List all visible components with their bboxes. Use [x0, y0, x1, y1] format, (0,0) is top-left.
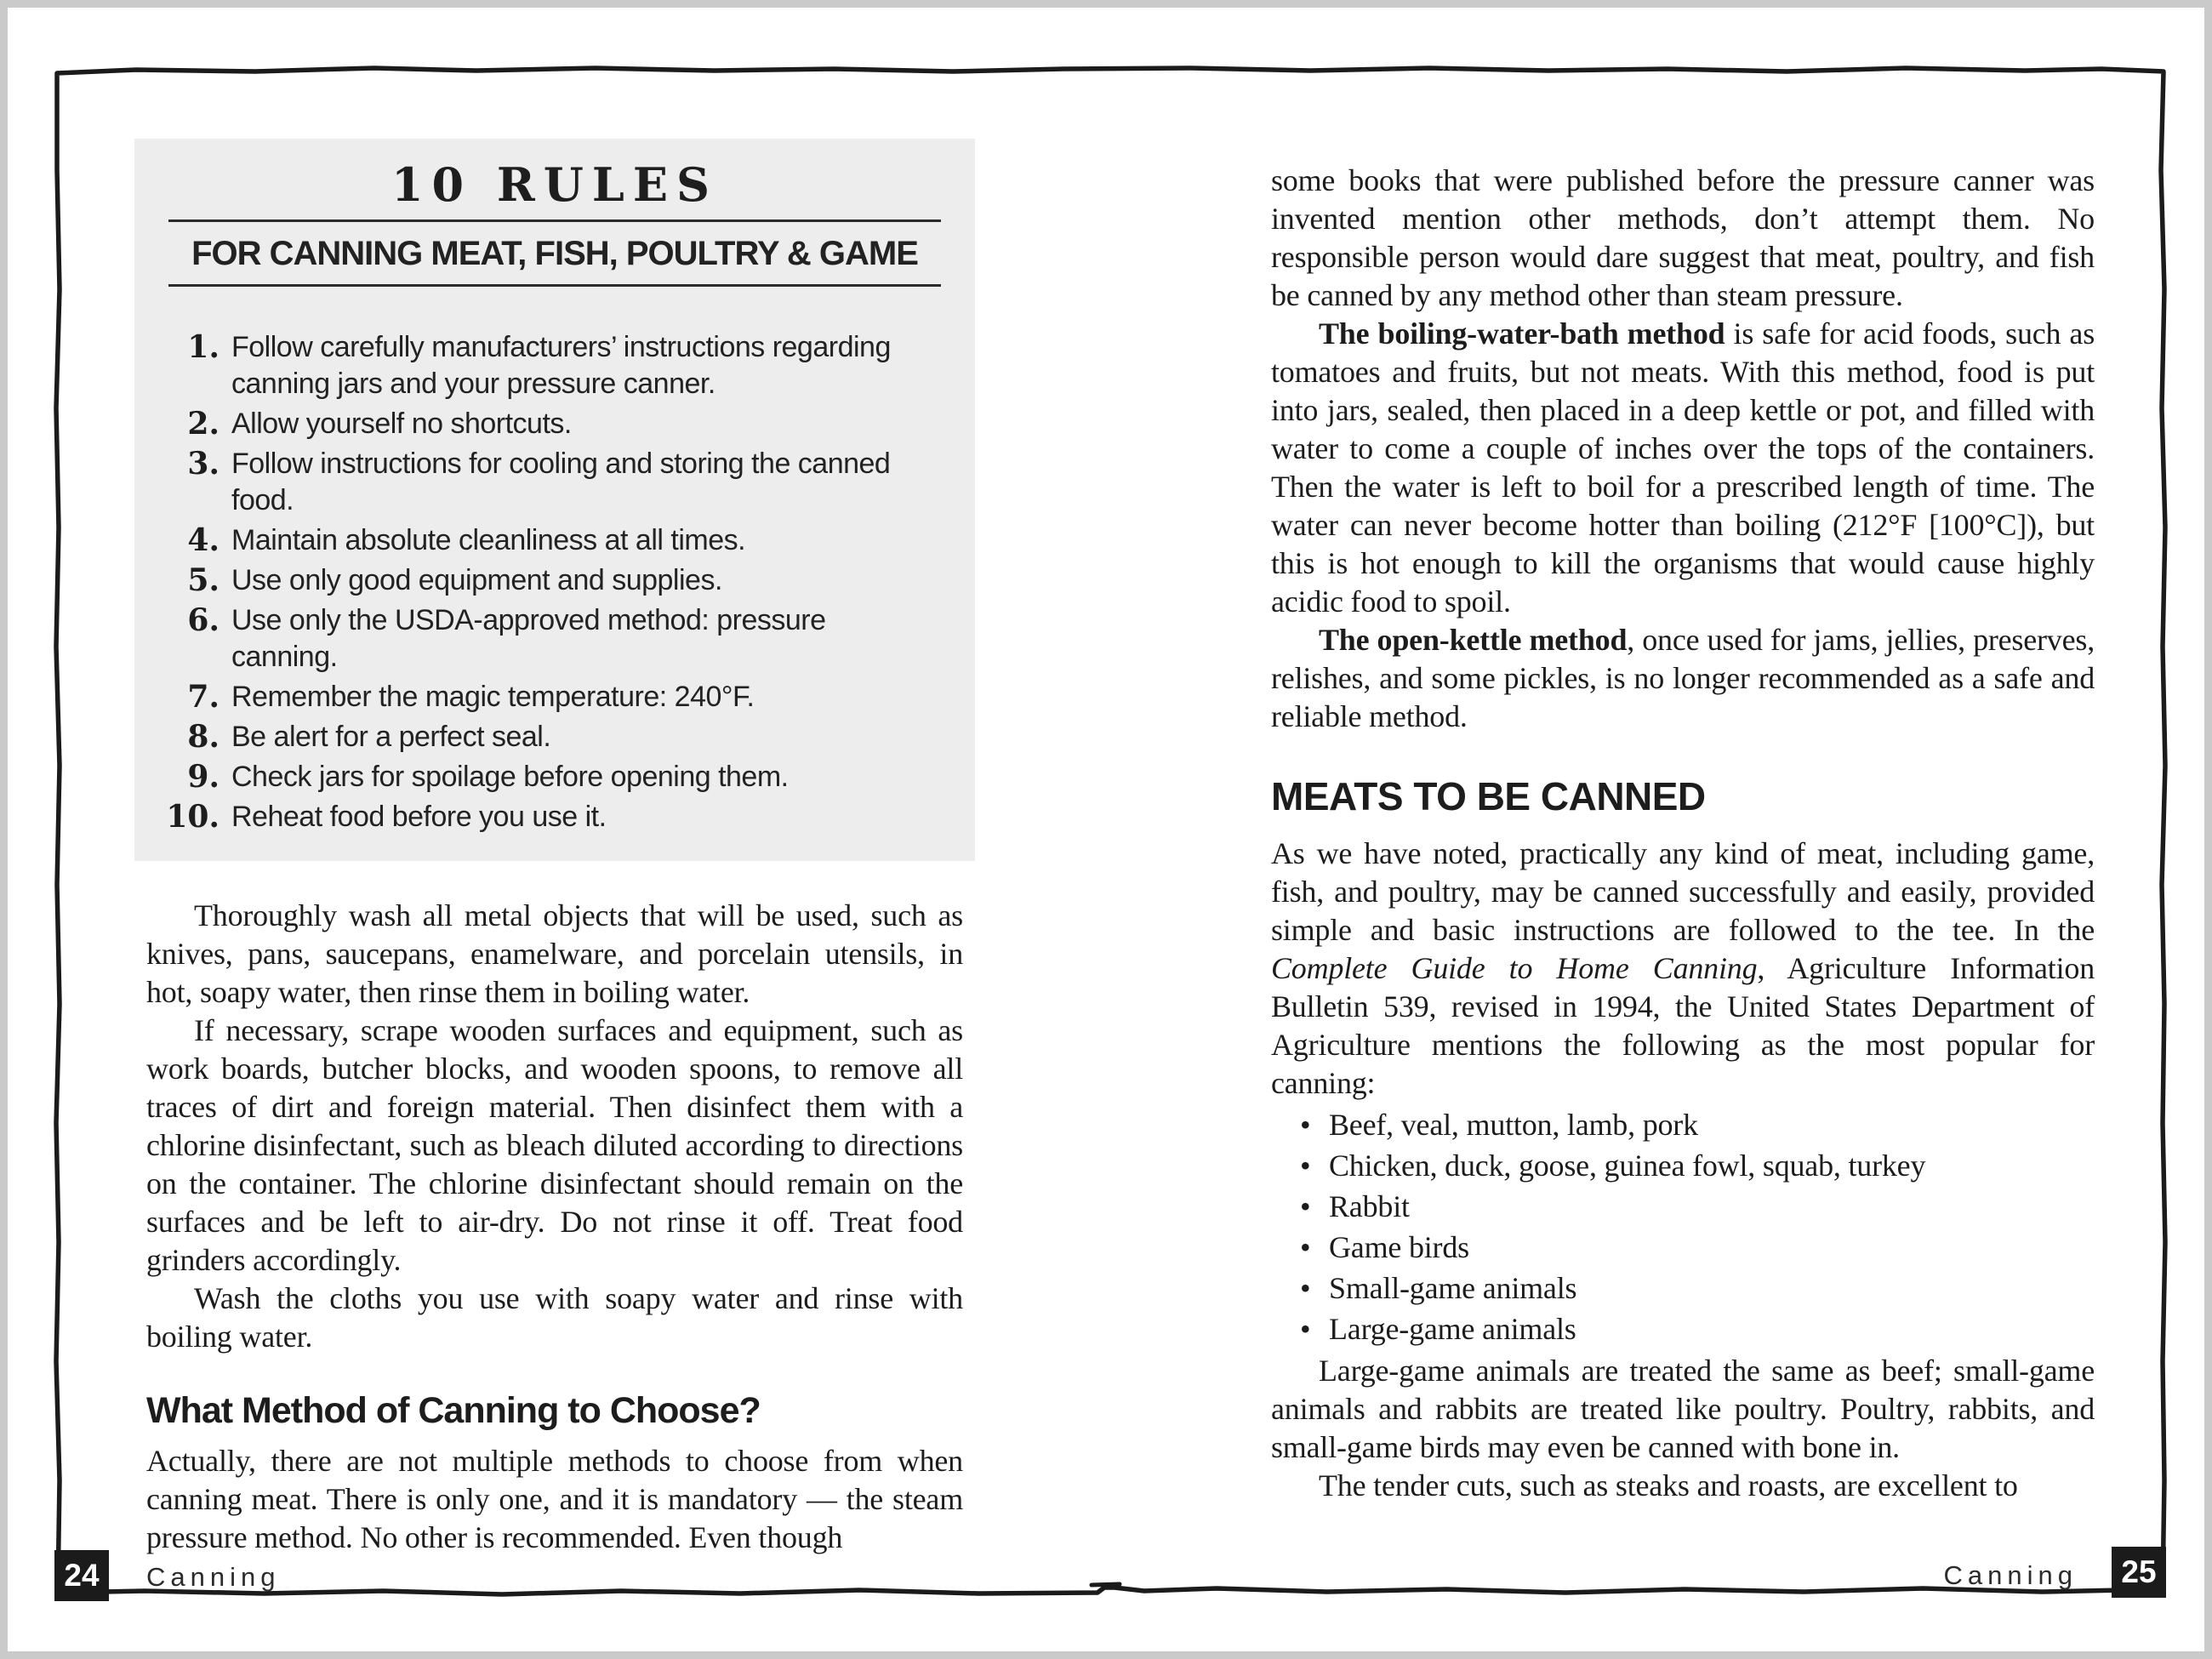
paragraph-text: As we have noted, practically any kind of meat, including game, fish, and poultry, may be canned successfully and easily, provided simple and basic instructions are followed to the tee. In the: [1271, 836, 2095, 947]
rule-number: 2.: [187, 405, 219, 442]
list-item: • Game birds: [1271, 1229, 2095, 1267]
paragraph: If necessary, scrape wooden surfaces and equipment, such as work boards, butcher blocks, and wooden spoons, to remove all traces of dirt and foreign material. Then disinfect them with a chlorine disinfectant, such as bleach diluted according to directions on the container. The chlorine disinfectant should remain on the surfaces and be left to air-dry. Do not rinse it off. Treat food grinders accordingly.: [146, 1012, 963, 1277]
page-number-right: 25: [2112, 1547, 2166, 1598]
rules-box-title: 10 RULES: [391, 157, 719, 212]
list-item: • Beef, veal, mutton, lamb, pork: [1271, 1106, 2095, 1144]
paragraph: The tender cuts, such as steaks and roasts, are excellent to: [1319, 1468, 2018, 1502]
paragraph: Thoroughly wash all metal objects that will be used, such as knives, pans, saucepans, enamelware, and porcelain utensils, in hot, soapy water, then rinse them in boiling water.: [146, 898, 963, 1009]
bold-lead-boiling-water-bath: The boiling-water-bath method: [1319, 316, 1725, 351]
page-left: [134, 139, 975, 1557]
rule-number: 10.: [166, 798, 219, 835]
meat-list: [1271, 1106, 2095, 1348]
rules-divider-bottom: [168, 284, 941, 287]
list-item: • Large-game animals: [1271, 1310, 2095, 1348]
left-body-text: [146, 897, 963, 1557]
paragraph: some books that were published before the pressure canner was invented mention other methods, don’t attempt them. No responsible person would dare suggest that meat, poultry, and fish be canned by any method other than steam pressure.: [1271, 163, 2095, 312]
paragraph: Actually, there are not multiple methods to choose from when canning meat. There is only one, and it is mandatory — the steam pressure method. No other is recommended. Even though: [146, 1443, 963, 1554]
rule-text: Follow carefully manufacturers’ instructions regarding canning jars and your pressure canner.: [231, 330, 891, 400]
rule-number: 1.: [187, 328, 219, 365]
rule-text: Maintain absolute cleanliness at all times.: [231, 523, 746, 556]
rule-item: [134, 446, 929, 519]
rule-number: 8.: [187, 718, 219, 755]
list-item: • Rabbit: [1271, 1188, 2095, 1226]
paragraph: [1271, 621, 2095, 736]
rule-item: [134, 329, 929, 402]
rule-text: Use only good equipment and supplies.: [231, 563, 722, 596]
list-item: • Small-game animals: [1271, 1269, 2095, 1308]
paragraph: [1271, 835, 2095, 1103]
rule-number: 3.: [187, 445, 219, 482]
rule-item: [134, 522, 929, 559]
rules-box-subtitle: FOR CANNING MEAT, FISH, POULTRY & GAME: [191, 234, 918, 272]
paragraph-text: , Agriculture Information Bulletin 539, revised in 1994, the United States Department of Agriculture mentions the following as the most popular for canning:: [1271, 951, 2095, 1100]
rule-number: 6.: [187, 601, 219, 638]
rule-item: [134, 406, 929, 442]
paragraph: Large-game animals are treated the same as beef; small-game animals and rabbits are treated like poultry. Poultry, rabbits, and small-game birds may even be canned with bone in.: [1271, 1354, 2095, 1464]
rule-item: [134, 602, 929, 676]
rule-number: 5.: [187, 562, 219, 598]
scan-join-mark: [1092, 1584, 1120, 1585]
bold-lead-open-kettle: The open-kettle method: [1319, 623, 1628, 657]
paragraph: [1271, 315, 2095, 621]
rule-number: 9.: [187, 758, 219, 795]
rule-text: Remember the magic temperature: 240°F.: [231, 680, 755, 713]
rule-item: [134, 759, 929, 795]
list-item: • Chicken, duck, goose, guinea fowl, squab, turkey: [1271, 1147, 2095, 1185]
rules-divider-top: [168, 219, 941, 222]
rule-text: Use only the USDA-approved method: pressure canning.: [231, 603, 826, 673]
rule-text: Reheat food before you use it.: [231, 800, 607, 833]
rule-item: [134, 679, 929, 715]
rules-list: [134, 329, 975, 835]
rule-item: [134, 719, 929, 755]
rule-text: Allow yourself no shortcuts.: [231, 407, 572, 440]
running-footer-left: Canning: [146, 1562, 281, 1592]
rule-number: 7.: [187, 678, 219, 715]
rule-item: [134, 799, 929, 835]
paragraph: Wash the cloths you use with soapy water and rinse with boiling water.: [146, 1280, 963, 1354]
paragraph-text: , once used for jams, jellies, preserves, relishes, and some pickles, is no longer recommended as a safe and reliable method.: [1271, 623, 2095, 733]
rules-box: [134, 139, 975, 861]
section-heading-what-method: What Method of Canning to Choose?: [146, 1389, 761, 1431]
rule-item: [134, 562, 929, 599]
rule-text: Be alert for a perfect seal.: [231, 720, 551, 753]
rule-text: Follow instructions for cooling and storing the canned food.: [231, 447, 891, 516]
book-title-italic: Complete Guide to Home Canning: [1271, 951, 1758, 985]
page-number-left: 24: [54, 1550, 109, 1601]
page-right: [1271, 162, 2095, 1505]
running-footer-right: Canning: [1943, 1560, 2078, 1590]
rule-number: 4.: [187, 522, 219, 558]
paragraph-text: is safe for acid foods, such as tomatoes and fruits, but not meats. With this method, food is put into jars, sealed, then placed in a deep kettle or pot, and filled with water to come a couple of inches over the tops of the containers. Then the water is left to boil for a prescribed length of time. The water can never become hotter than boiling (212°F [100°C]), but this is hot enough to kill the organisms that would cause highly acidic food to spoil.: [1271, 316, 2095, 619]
section-heading-meats-to-be-canned: MEATS TO BE CANNED: [1271, 774, 1706, 818]
rule-text: Check jars for spoilage before opening them.: [231, 760, 789, 793]
